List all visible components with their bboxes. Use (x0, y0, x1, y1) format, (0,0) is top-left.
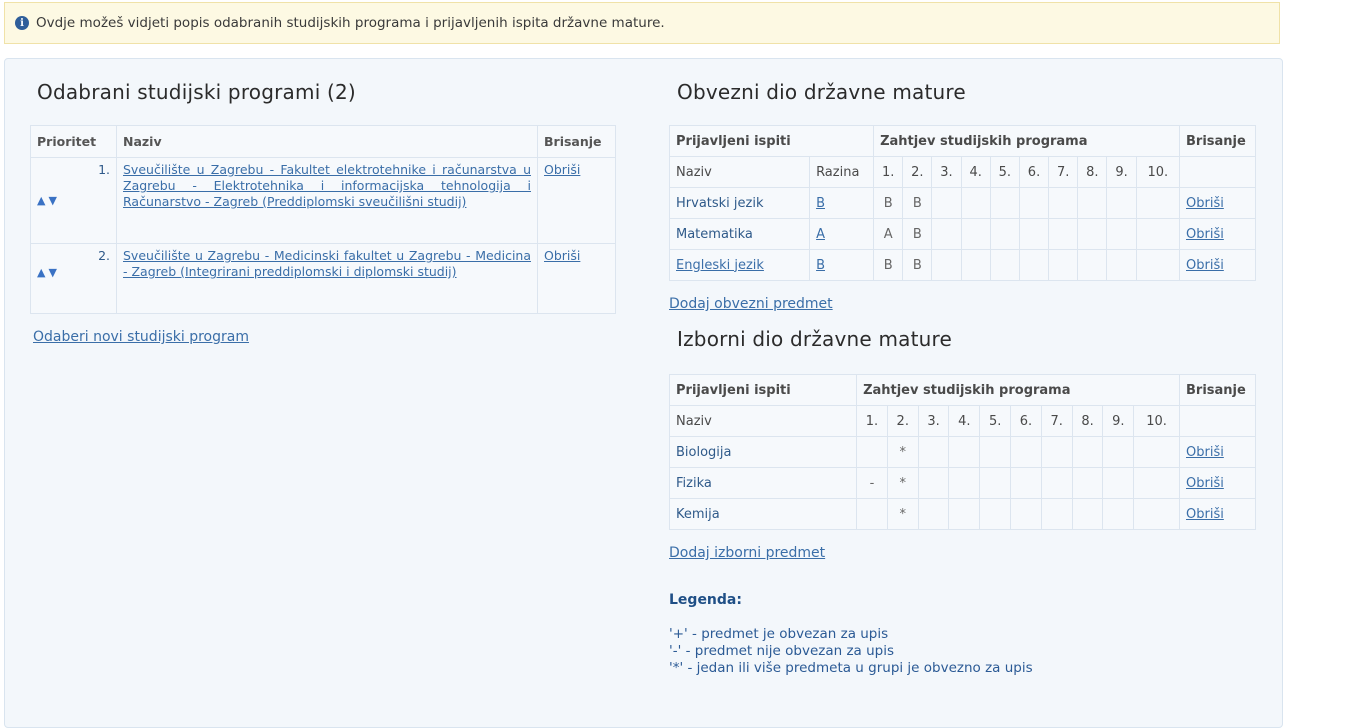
delete-program-link[interactable]: Obriši (544, 248, 581, 263)
requirement-cell (1019, 188, 1048, 219)
col-program-9: 9. (1107, 157, 1136, 188)
requirement-cell (990, 250, 1019, 281)
legend-title: Legenda: (669, 592, 742, 608)
requirement-cell (1107, 219, 1136, 250)
program-link[interactable]: Sveučilište u Zagrebu - Fakultet elektrotehnike i računarstva u Zagrebu - Elektrotehnika i informacijska tehnologija i Računarstvo - Zagreb (Preddiplomski sveučilišni studij) (123, 162, 531, 209)
requirement-cell (990, 219, 1019, 250)
col-program-5: 5. (990, 157, 1019, 188)
legend-item: '*' - jedan ili više predmeta u grupi je obvezno za upis (669, 660, 1033, 676)
col-program-9: 9. (1103, 406, 1134, 437)
table-row (31, 244, 616, 314)
legend (669, 626, 1033, 677)
legend-item: '-' - predmet nije obvezan za upis (669, 643, 895, 659)
exam-name-cell (670, 188, 810, 219)
requirement-cell (1049, 219, 1078, 250)
mandatory-table (669, 125, 1256, 281)
requirement-cell (990, 188, 1019, 219)
col-program-3: 3. (918, 406, 949, 437)
requirement-cell (1103, 499, 1134, 530)
legend-item: '+' - predmet je obvezan za upis (669, 626, 889, 642)
requirement-cell (1011, 468, 1042, 499)
requirement-cell (1041, 499, 1072, 530)
col-delete: Brisanje (1180, 126, 1256, 157)
col-delete: Brisanje (1180, 375, 1256, 406)
exam-name-cell (670, 437, 857, 468)
col-delete-blank (1180, 157, 1256, 188)
elective-title: Izborni dio državne mature (677, 327, 953, 351)
level-cell (810, 250, 874, 281)
arrow-down-icon[interactable]: ▼ (48, 266, 60, 279)
requirement-cell (980, 437, 1011, 468)
program-name-cell (117, 244, 538, 314)
table-row (670, 188, 1256, 219)
priority-value: 1. (98, 162, 110, 177)
col-exams: Prijavljeni ispiti (670, 375, 857, 406)
requirement-cell (932, 250, 961, 281)
delete-cell (538, 244, 616, 314)
requirement-cell (1072, 437, 1103, 468)
program-name-cell (117, 158, 538, 244)
requirement-cell (1019, 250, 1048, 281)
col-program-4: 4. (961, 157, 990, 188)
priority-cell (31, 244, 117, 314)
delete-cell (1180, 188, 1256, 219)
col-program-10: 10. (1134, 406, 1180, 437)
requirement-cell (1049, 188, 1078, 219)
level-link[interactable]: A (816, 226, 825, 242)
col-delete-blank (1180, 406, 1256, 437)
requirement-cell (1136, 219, 1179, 250)
requirement-cell (1134, 468, 1180, 499)
requirement-cell (949, 468, 980, 499)
col-program-7: 7. (1049, 157, 1078, 188)
arrow-down-icon[interactable]: ▼ (48, 194, 60, 207)
col-level: Razina (810, 157, 874, 188)
requirement-cell (1049, 250, 1078, 281)
exam-name-cell (670, 468, 857, 499)
delete-exam-link[interactable]: Obriši (1186, 444, 1224, 460)
info-icon: i (15, 16, 29, 30)
level-link[interactable]: B (816, 195, 825, 211)
col-program-6: 6. (1019, 157, 1048, 188)
requirement-cell (949, 499, 980, 530)
exam-name-cell (670, 219, 810, 250)
delete-cell (1180, 219, 1256, 250)
requirement-cell (961, 250, 990, 281)
requirement-cell (980, 499, 1011, 530)
delete-cell (538, 158, 616, 244)
table-row (670, 437, 1256, 468)
requirement-cell (1136, 250, 1179, 281)
requirement-cell (961, 188, 990, 219)
exam-name: Kemija (676, 506, 720, 522)
col-requirement: Zahtjev studijskih programa (874, 126, 1180, 157)
add-mandatory-link[interactable]: Dodaj obvezni predmet (669, 296, 833, 312)
requirement-cell (949, 437, 980, 468)
exam-name-link[interactable]: Engleski jezik (676, 257, 764, 273)
requirement-cell (1078, 250, 1107, 281)
delete-cell (1180, 468, 1256, 499)
priority-cell (31, 158, 117, 244)
requirement-cell (1103, 468, 1134, 499)
level-link[interactable]: B (816, 257, 825, 273)
col-name: Naziv (670, 406, 857, 437)
arrow-up-icon[interactable]: ▲ (37, 194, 49, 207)
requirement-cell (918, 437, 949, 468)
requirement-cell (918, 499, 949, 530)
requirement-cell: B (903, 219, 932, 250)
exam-name: Matematika (676, 226, 753, 242)
col-program-6: 6. (1011, 406, 1042, 437)
requirement-cell (857, 499, 888, 530)
col-program-2: 2. (903, 157, 932, 188)
programs-table (30, 125, 616, 314)
requirement-cell (980, 468, 1011, 499)
requirement-cell: * (887, 468, 918, 499)
col-delete: Brisanje (538, 126, 616, 158)
move-arrows (37, 194, 60, 207)
col-requirement: Zahtjev studijskih programa (857, 375, 1180, 406)
programs-title: Odabrani studijski programi (2) (37, 80, 356, 104)
delete-exam-link[interactable]: Obriši (1186, 475, 1224, 491)
requirement-cell (1072, 468, 1103, 499)
requirement-cell (918, 468, 949, 499)
col-name: Naziv (670, 157, 810, 188)
col-program-2: 2. (887, 406, 918, 437)
program-link[interactable]: Sveučilište u Zagrebu - Medicinski fakultet u Zagrebu - Medicina - Zagreb (Integrirani preddiplomski i diplomski studij) (123, 248, 531, 279)
requirement-cell (1103, 437, 1134, 468)
requirement-cell (857, 437, 888, 468)
info-text: Ovdje možeš vidjeti popis odabranih studijskih programa i prijavljenih ispita državne mature. (36, 15, 665, 31)
add-elective-link[interactable]: Dodaj izborni predmet (669, 545, 826, 561)
col-program-7: 7. (1041, 406, 1072, 437)
requirement-cell: * (887, 437, 918, 468)
delete-exam-link[interactable]: Obriši (1186, 257, 1224, 273)
requirement-cell: B (874, 250, 903, 281)
requirement-cell (1041, 437, 1072, 468)
col-priority: Prioritet (31, 126, 117, 158)
priority-value: 2. (98, 248, 110, 263)
requirement-cell (932, 219, 961, 250)
col-program-8: 8. (1072, 406, 1103, 437)
table-row (670, 499, 1256, 530)
delete-exam-link[interactable]: Obriši (1186, 506, 1224, 522)
requirement-cell (961, 219, 990, 250)
requirement-cell: * (887, 499, 918, 530)
col-name: Naziv (117, 126, 538, 158)
add-program-link[interactable]: Odaberi novi studijski program (33, 329, 249, 345)
delete-cell (1180, 499, 1256, 530)
exam-name: Hrvatski jezik (676, 195, 764, 211)
col-program-1: 1. (874, 157, 903, 188)
requirement-cell (1078, 219, 1107, 250)
delete-exam-link[interactable]: Obriši (1186, 226, 1224, 242)
requirement-cell (1107, 188, 1136, 219)
requirement-cell (1041, 468, 1072, 499)
requirement-cell (1019, 219, 1048, 250)
requirement-cell (1011, 499, 1042, 530)
info-banner (4, 2, 1280, 44)
exam-name-cell (670, 499, 857, 530)
col-exams: Prijavljeni ispiti (670, 126, 874, 157)
col-program-5: 5. (980, 406, 1011, 437)
table-row (670, 250, 1256, 281)
col-program-8: 8. (1078, 157, 1107, 188)
requirement-cell: B (903, 188, 932, 219)
delete-program-link[interactable]: Obriši (544, 162, 581, 177)
exam-name: Biologija (676, 444, 732, 460)
table-row (31, 158, 616, 244)
level-cell (810, 219, 874, 250)
mandatory-title: Obvezni dio državne mature (677, 80, 966, 104)
requirement-cell (932, 188, 961, 219)
requirement-cell: B (874, 188, 903, 219)
requirement-cell (1011, 437, 1042, 468)
arrow-up-icon[interactable]: ▲ (37, 266, 49, 279)
move-arrows (37, 266, 60, 279)
col-program-10: 10. (1136, 157, 1179, 188)
requirement-cell (1134, 437, 1180, 468)
requirement-cell (1134, 499, 1180, 530)
requirement-cell (1078, 188, 1107, 219)
requirement-cell (1136, 188, 1179, 219)
col-program-4: 4. (949, 406, 980, 437)
requirement-cell: B (903, 250, 932, 281)
delete-exam-link[interactable]: Obriši (1186, 195, 1224, 211)
delete-cell (1180, 437, 1256, 468)
col-program-3: 3. (932, 157, 961, 188)
elective-table (669, 374, 1256, 530)
col-program-1: 1. (857, 406, 888, 437)
exam-name-cell (670, 250, 810, 281)
requirement-cell (1107, 250, 1136, 281)
exam-name: Fizika (676, 475, 712, 491)
table-row (670, 219, 1256, 250)
delete-cell (1180, 250, 1256, 281)
requirement-cell (1072, 499, 1103, 530)
level-cell (810, 188, 874, 219)
requirement-cell: - (857, 468, 888, 499)
requirement-cell: A (874, 219, 903, 250)
table-row (670, 468, 1256, 499)
